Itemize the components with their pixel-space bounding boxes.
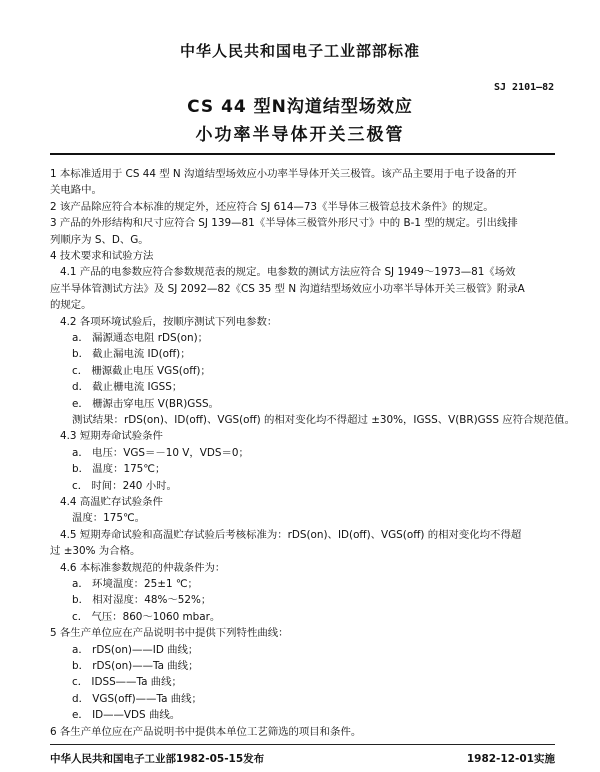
text-line: 3 产品的外形结构和尺寸应符合 SJ 139—81《半导体三极管外形尺寸》中的 B-1 型的规定。引出线排 [50,217,518,230]
text-line: b． 相对湿度：48%～52%； [72,594,212,607]
header-rule [50,153,555,155]
text-line: 温度：175℃。 [72,512,146,525]
text-line: c． IDSS——Ta 曲线； [72,676,182,689]
text-line: e． ID——VDS 曲线。 [72,709,181,722]
text-line: 4.4 高温贮存试验条件 [60,496,163,508]
text-line: 关电路中。 [50,184,102,197]
text-line: d． VGS(off)——Ta 曲线； [72,692,202,705]
text-line: 4.6 本标准参数规范的仲裁条件为： [60,561,226,574]
text-line: a． 环境温度：25±1 ℃； [72,578,198,590]
issue-statement: 中华人民共和国电子工业部1982-05-15发布 [50,753,265,765]
text-line: 的规定。 [50,299,92,312]
text-line: 4.2 各项环境试验后，按顺序测试下列电参数： [60,315,278,328]
text-line: 1 本标准适用于 CS 44 型 N 沟道结型场效应小功率半导体开关三极管。该产品主要用于电子设备的开 [50,168,517,180]
text-line: 列顺序为 S、D、G。 [50,233,149,246]
text-line: 过 ±30% 为合格。 [50,545,141,558]
text-line: 6 各生产单位应在产品说明书中提供本单位工艺筛选的项目和条件。 [50,725,362,738]
text-line: 5 各生产单位应在产品说明书中提供下列特性曲线： [50,627,289,640]
text-line: 4.5 短期寿命试验和高温贮存试验后考核标准为：rDS(on)、ID(off)、VGS(off) 的相对变化均不得超 [60,528,522,541]
text-line: 4.1 产品的电参数应符合参数规范表的规定。电参数的测试方法应符合 SJ 1949～1973—81《场效 [60,266,516,279]
text-line: b． 截止漏电流 ID(off)； [72,348,191,361]
standard-number: SJ 2101—82 [494,82,555,93]
text-line: e． 栅源击穿电压 V(BR)GSS。 [72,397,219,410]
text-line: 2 该产品除应符合本标准的规定外，还应符合 SJ 614—73《半导体三极管总技术条件》的规定。 [50,200,494,213]
text-line: c． 栅源截止电压 VGS(off)； [72,364,211,377]
text-line: 测试结果：rDS(on)、ID(off)、VGS(off) 的相对变化均不得超过 ±30%，IGSS、V(BR)GSS 应符合规范值。 [72,414,575,426]
text-line: d． 截止栅电流 IGSS； [72,381,183,394]
text-line: c． 时间：240 小时。 [72,479,177,492]
effective-date: 1982-12-01实施 [466,753,555,765]
document-title-line-2: 小功率半导体开关三极管 [195,125,405,145]
text-line: 4 技术要求和试验方法 [50,250,154,262]
text-line: 4.3 短期寿命试验条件 [60,430,163,443]
document-title-line-1: CS 44 型N沟道结型场效应 [187,97,413,117]
text-line: c． 气压：860～1060 mbar。 [72,610,221,623]
text-line: b． 温度：175℃； [72,463,166,476]
text-line: 应半导体管测试方法》及 SJ 2092—82《CS 35 型 N 沟道结型场效应小功率半导体开关三极管》附录A [50,282,525,295]
footer-rule [50,744,555,745]
text-line: b． rDS(on)——Ta 曲线； [72,660,199,672]
standard-body-heading: 中华人民共和国电子工业部部标准 [179,42,420,60]
text-line: a． 电压：VGS＝－10 V，VDS＝0； [72,446,249,459]
text-line: a． 漏源通态电阻 rDS(on)； [72,332,209,344]
text-line: a． rDS(on)——ID 曲线； [72,643,199,656]
